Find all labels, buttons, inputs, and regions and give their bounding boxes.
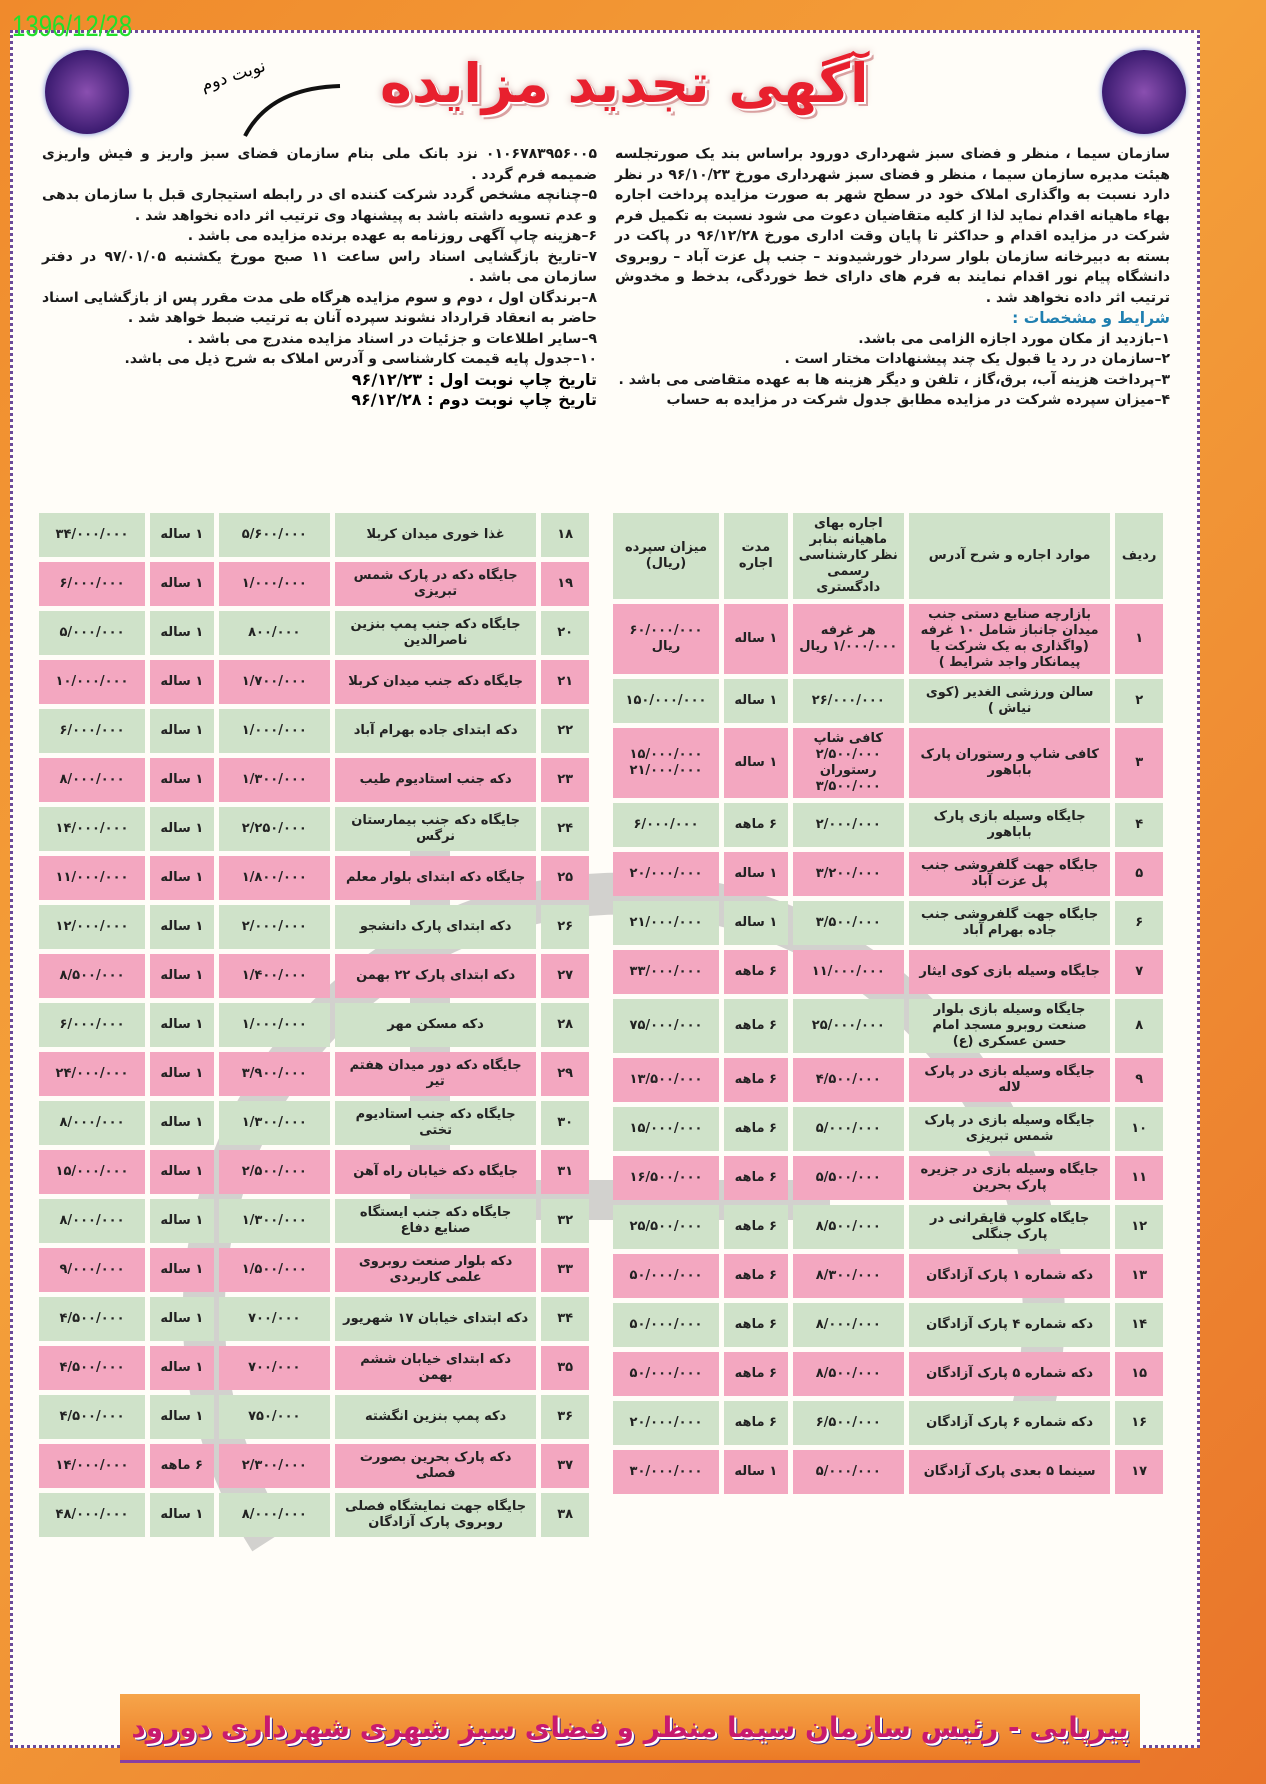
cell-description: دکه ابتدای خیابان ۱۷ شهریور [335,1297,536,1341]
cell-monthly-rent: ۳/۵۰۰/۰۰۰ [793,901,904,945]
condition-item: ۳–پرداخت هزینه آب، برق،گاز ، تلفن و دیگر هزینه ها به عهده متقاضی می باشد . [618,371,1170,388]
cell-duration: ۶ ماهه [724,1156,788,1200]
header-row-number: ردیف [1115,513,1163,599]
cell-monthly-rent: ۱/۸۰۰/۰۰۰ [219,856,330,900]
cell-row-number: ۴ [1115,803,1163,847]
cell-duration: ۱ ساله [150,1493,214,1537]
cell-duration: ۱ ساله [150,1395,214,1439]
cell-monthly-rent: ۷۰۰/۰۰۰ [219,1346,330,1390]
cell-row-number: ۱۱ [1115,1156,1163,1200]
cell-row-number: ۳۶ [541,1395,589,1439]
cell-row-number: ۱۰ [1115,1107,1163,1151]
cell-deposit: ۱۵/۰۰۰/۰۰۰ [613,1107,719,1151]
cell-monthly-rent: ۸/۳۰۰/۰۰۰ [793,1254,904,1298]
cell-duration: ۶ ماهه [724,1058,788,1102]
cell-duration: ۶ ماهه [150,1444,214,1488]
cell-deposit: ۱۰/۰۰۰/۰۰۰ [39,660,145,704]
condition-item: ۹–سایر اطلاعات و جزئیات در اسناد مزایده مندرج می باشد . [187,330,597,347]
cell-deposit: ۱۲/۰۰۰/۰۰۰ [39,905,145,949]
cell-monthly-rent: ۶/۵۰۰/۰۰۰ [793,1401,904,1445]
cell-description: دکه شماره ۴ پارک آزادگان [909,1303,1110,1347]
cell-description: جایگاه وسیله بازی در پارک لاله [909,1058,1110,1102]
condition-item: ۴–میزان سپرده شرکت در مزایده مطابق جدول شرکت در مزایده به حساب [666,392,1170,408]
condition-item: ۷–تاریخ بازگشایی اسناد راس ساعت ۱۱ صبح مورخ یکشنبه ۹۷/۰۱/۰۵ در دفتر سازمان می باشد . [42,248,597,285]
cell-duration: ۱ ساله [150,1052,214,1096]
cell-duration: ۱ ساله [150,1101,214,1145]
cell-duration: ۱ ساله [150,1346,214,1390]
intro-column-right [615,144,1170,411]
cell-deposit: ۵۰/۰۰۰/۰۰۰ [613,1303,719,1347]
table-row [613,852,1163,896]
cell-monthly-rent: ۱/۰۰۰/۰۰۰ [219,562,330,606]
cell-row-number: ۲۰ [541,611,589,655]
cell-row-number: ۲۲ [541,709,589,753]
cell-monthly-rent: کافی شاپ ۲/۵۰۰/۰۰۰ رستوران ۳/۵۰۰/۰۰۰ [793,728,904,798]
cell-deposit: ۵/۰۰۰/۰۰۰ [39,611,145,655]
signature-banner [120,1694,1140,1763]
conditions-heading: شرایط و مشخصات : [1012,309,1170,327]
table-row [39,1052,589,1096]
table-row [39,513,589,557]
cell-row-number: ۲۸ [541,1003,589,1047]
cell-description: دکه ابتدای جاده بهرام آباد [335,709,536,753]
table-row [613,1205,1163,1249]
auction-table-left [34,508,594,1542]
cell-deposit: ۲۱/۰۰۰/۰۰۰ [613,901,719,945]
cell-monthly-rent: ۱/۳۰۰/۰۰۰ [219,758,330,802]
cell-row-number: ۲۶ [541,905,589,949]
table-row [613,1107,1163,1151]
cell-duration: ۱ ساله [724,852,788,896]
cell-description: دکه شماره ۱ پارک آزادگان [909,1254,1110,1298]
cell-duration: ۱ ساله [150,660,214,704]
cell-monthly-rent: ۲/۰۰۰/۰۰۰ [219,905,330,949]
cell-row-number: ۱۹ [541,562,589,606]
cell-monthly-rent: ۲۶/۰۰۰/۰۰۰ [793,679,904,723]
cell-duration: ۱ ساله [150,1297,214,1341]
cell-row-number: ۱۴ [1115,1303,1163,1347]
cell-description: جایگاه وسیله بازی در پارک شمس تبریزی [909,1107,1110,1151]
cell-row-number: ۱۸ [541,513,589,557]
cell-monthly-rent: ۷۰۰/۰۰۰ [219,1297,330,1341]
cell-row-number: ۳۵ [541,1346,589,1390]
table-row [613,604,1163,674]
condition-item: ۸–برندگان اول ، دوم و سوم مزایده هرگاه طی مدت مقرر پس از بازگشایی اسناد حاضر به انعقاد قرارداد نشوند سپرده آنان به ترتیب ضبط خواهد شد . [42,289,597,326]
cell-monthly-rent: ۸۰۰/۰۰۰ [219,611,330,655]
cell-row-number: ۲۱ [541,660,589,704]
table-row [39,856,589,900]
cell-duration: ۶ ماهه [724,950,788,994]
cell-monthly-rent: ۴/۵۰۰/۰۰۰ [793,1058,904,1102]
table-row [613,728,1163,798]
cell-deposit: ۴/۵۰۰/۰۰۰ [39,1395,145,1439]
cell-row-number: ۲۵ [541,856,589,900]
cell-deposit: ۱۳/۵۰۰/۰۰۰ [613,1058,719,1102]
cell-description: جایگاه دکه جنب میدان کربلا [335,660,536,704]
cell-deposit: ۵۰/۰۰۰/۰۰۰ [613,1352,719,1396]
cell-description: سینما ۵ بعدی پارک آزادگان [909,1450,1110,1494]
cell-description: جایگاه وسیله بازی در جزیره پارک بحرین [909,1156,1110,1200]
cell-row-number: ۹ [1115,1058,1163,1102]
cell-row-number: ۱۷ [1115,1450,1163,1494]
cell-duration: ۱ ساله [150,709,214,753]
table-row [613,1352,1163,1396]
cell-description: دکه مسکن مهر [335,1003,536,1047]
table-row [39,954,589,998]
cell-duration: ۱ ساله [150,1199,214,1243]
table-row [613,1156,1163,1200]
table-row [613,1303,1163,1347]
cell-description: جایگاه وسیله بازی بلوار صنعت روبرو مسجد امام حسن عسکری (ع) [909,999,1110,1053]
cell-description: سالن ورزشی الغدیر (کوی نیاش ) [909,679,1110,723]
cell-monthly-rent: ۱/۰۰۰/۰۰۰ [219,1003,330,1047]
cell-row-number: ۳۰ [541,1101,589,1145]
table-row [39,1346,589,1390]
cell-monthly-rent: ۱/۳۰۰/۰۰۰ [219,1199,330,1243]
table-row [39,905,589,949]
round-label: نوبت دوم [198,56,269,96]
intro-paragraph: سازمان سیما ، منظر و فضای سبز شهرداری دورود براساس بند یک صورتجلسه هیئت مدیره سازمان سیما ، منظر و فضای سبز شهرداری مورخ ۹۶/۱۰/۲۳ در نظر دارد نسبت به واگذاری املاک خود در سطح شهر به صورت مزایده پرداخت اجاره بهاء ماهیانه اقدام نماید لذا از کلیه متقاضیان دعوت می شود نسبت به تکمیل فرم شرکت در مزایده اقدام و حداکثر تا پایان وقت اداری مورخ ۹۶/۱۲/۲۸ در پاکت در بسته به دبیرخانه سازمان بلوار سردار خورشیدوند – جنب پل عزت آباد – روبروی دانشگاه پیام نور اقدام نمایند به فرم های دارای خط خوردگی، بدخط و مخدوش ترتیب اثر داده نخواهد شد . [615,146,1170,306]
cell-deposit: ۲۰/۰۰۰/۰۰۰ [613,852,719,896]
cell-deposit: ۶/۰۰۰/۰۰۰ [613,803,719,847]
cell-row-number: ۶ [1115,901,1163,945]
table-row [39,1199,589,1243]
cell-description: دکه پمپ بنزین انگشته [335,1395,536,1439]
cell-description: غذا خوری میدان کربلا [335,513,536,557]
table-row [39,1395,589,1439]
condition-item: ۲–سازمان در رد یا قبول یک چند پیشنهادات مختار است . [784,351,1170,367]
cell-deposit: ۹/۰۰۰/۰۰۰ [39,1248,145,1292]
cell-monthly-rent: ۲/۳۰۰/۰۰۰ [219,1444,330,1488]
condition-item: ۱۰–جدول پایه قیمت کارشناسی و آدرس املاک به شرح ذیل می باشد. [124,351,597,367]
table-row [39,1150,589,1194]
cell-description: جایگاه دکه دور میدان هفتم تیر [335,1052,536,1096]
cell-deposit: ۸/۰۰۰/۰۰۰ [39,1101,145,1145]
cell-deposit: ۶/۰۰۰/۰۰۰ [39,709,145,753]
cell-monthly-rent: ۸/۰۰۰/۰۰۰ [793,1303,904,1347]
cell-duration: ۱ ساله [150,513,214,557]
cell-duration: ۶ ماهه [724,1254,788,1298]
cell-monthly-rent: ۵/۰۰۰/۰۰۰ [793,1107,904,1151]
cell-duration: ۱ ساله [150,611,214,655]
cell-deposit: ۸/۰۰۰/۰۰۰ [39,1199,145,1243]
cell-row-number: ۱۶ [1115,1401,1163,1445]
auction-table-right [608,508,1168,1499]
cell-description: جایگاه جهت گلفروشی جنب پل عزت آباد [909,852,1110,896]
table-row [39,562,589,606]
cell-duration: ۱ ساله [150,1248,214,1292]
cell-duration: ۱ ساله [724,679,788,723]
cell-deposit: ۳۳/۰۰۰/۰۰۰ [613,950,719,994]
table-row [613,679,1163,723]
table-row [39,1297,589,1341]
cell-monthly-rent: ۳/۹۰۰/۰۰۰ [219,1052,330,1096]
cell-monthly-rent: ۱/۵۰۰/۰۰۰ [219,1248,330,1292]
cell-row-number: ۲۴ [541,807,589,851]
cell-row-number: ۲۷ [541,954,589,998]
cell-deposit: ۳۰/۰۰۰/۰۰۰ [613,1450,719,1494]
cell-deposit: ۸/۵۰۰/۰۰۰ [39,954,145,998]
cell-monthly-rent: ۲۵/۰۰۰/۰۰۰ [793,999,904,1053]
cell-deposit: ۶/۰۰۰/۰۰۰ [39,1003,145,1047]
cell-duration: ۱ ساله [724,728,788,798]
cell-duration: ۱ ساله [150,562,214,606]
table-row [39,807,589,851]
cell-description: دکه ابتدای پارک دانشجو [335,905,536,949]
cell-deposit: ۱۵/۰۰۰/۰۰۰ [39,1150,145,1194]
cell-monthly-rent: ۸/۰۰۰/۰۰۰ [219,1493,330,1537]
cell-deposit: ۵۰/۰۰۰/۰۰۰ [613,1254,719,1298]
cell-description: جایگاه جهت گلفروشی جنب جاده بهرام آباد [909,901,1110,945]
table-row [613,1254,1163,1298]
table-row [613,950,1163,994]
cell-row-number: ۲ [1115,679,1163,723]
cell-duration: ۱ ساله [150,758,214,802]
cell-duration: ۱ ساله [150,1003,214,1047]
cell-description: جایگاه وسیله بازی کوی ایثار [909,950,1110,994]
cell-description: جایگاه دکه جنب پمپ بنزین ناصرالدین [335,611,536,655]
cell-description: جایگاه کلوپ قایقرانی در پارک جنگلی [909,1205,1110,1249]
cell-monthly-rent: ۲/۵۰۰/۰۰۰ [219,1150,330,1194]
cell-deposit: ۷۵/۰۰۰/۰۰۰ [613,999,719,1053]
cell-description: دکه جنب استادیوم طیب [335,758,536,802]
cell-monthly-rent: ۲/۲۵۰/۰۰۰ [219,807,330,851]
cell-deposit: ۲۵/۵۰۰/۰۰۰ [613,1205,719,1249]
municipality-seal-icon [1102,50,1186,134]
cell-monthly-rent: ۱/۳۰۰/۰۰۰ [219,1101,330,1145]
cell-deposit: ۴۸/۰۰۰/۰۰۰ [39,1493,145,1537]
cell-description: جایگاه دکه جنب استادیوم تختی [335,1101,536,1145]
table-row [39,660,589,704]
print-date-second: تاریخ چاپ نوبت دوم : ۹۶/۱۲/۲۸ [351,390,597,409]
cell-monthly-rent: ۱/۷۰۰/۰۰۰ [219,660,330,704]
table-row [613,1058,1163,1102]
cell-row-number: ۳۳ [541,1248,589,1292]
cell-deposit: ۲۴/۰۰۰/۰۰۰ [39,1052,145,1096]
condition-item: ۱–بازدید از مکان مورد اجازه الزامی می باشد. [858,330,1170,347]
cell-deposit: ۴/۵۰۰/۰۰۰ [39,1346,145,1390]
cell-deposit: ۱۴/۰۰۰/۰۰۰ [39,1444,145,1488]
cell-duration: ۶ ماهه [724,999,788,1053]
cell-duration: ۶ ماهه [724,803,788,847]
cell-duration: ۱ ساله [724,604,788,674]
cell-monthly-rent: ۸/۵۰۰/۰۰۰ [793,1352,904,1396]
cell-row-number: ۳۷ [541,1444,589,1488]
cell-monthly-rent: هر غرفه ۱/۰۰۰/۰۰۰ ریال [793,604,904,674]
table-row [39,1444,589,1488]
table-row [39,1003,589,1047]
cell-description: کافی شاپ و رستوران پارک باباهور [909,728,1110,798]
cell-deposit: ۶/۰۰۰/۰۰۰ [39,562,145,606]
cell-description: جایگاه دکه جنب بیمارستان نرگس [335,807,536,851]
cell-row-number: ۲۹ [541,1052,589,1096]
municipality-seal-icon [45,50,129,134]
cell-row-number: ۷ [1115,950,1163,994]
cell-duration: ۶ ماهه [724,1303,788,1347]
cell-duration: ۱ ساله [724,901,788,945]
cell-duration: ۱ ساله [150,1150,214,1194]
cell-row-number: ۳۴ [541,1297,589,1341]
cell-duration: ۱ ساله [724,1450,788,1494]
cell-row-number: ۸ [1115,999,1163,1053]
cell-deposit: ۱۶/۵۰۰/۰۰۰ [613,1156,719,1200]
cell-description: جایگاه جهت نمایشگاه فصلی روبروی پارک آزادگان [335,1493,536,1537]
cell-row-number: ۱۲ [1115,1205,1163,1249]
header-deposit: میزان سپرده (ریال) [613,513,719,599]
cell-description: دکه ابتدای خیابان ششم بهمن [335,1346,536,1390]
cell-monthly-rent: ۸/۵۰۰/۰۰۰ [793,1205,904,1249]
cell-deposit: ۱۵/۰۰۰/۰۰۰ ۲۱/۰۰۰/۰۰۰ [613,728,719,798]
cell-row-number: ۳۲ [541,1199,589,1243]
cell-deposit: ۳۴/۰۰۰/۰۰۰ [39,513,145,557]
signature-text: پیرپایی - رئیس سازمان سیما منظر و فضای سبز شهری شهرداری دورود [131,1710,1129,1744]
cell-deposit: ۶۰/۰۰۰/۰۰۰ ریال [613,604,719,674]
cell-description: جایگاه دکه ابتدای بلوار معلم [335,856,536,900]
cell-row-number: ۲۳ [541,758,589,802]
cell-description: دکه شماره ۶ پارک آزادگان [909,1401,1110,1445]
table-row [613,1450,1163,1494]
cell-monthly-rent: ۵/۰۰۰/۰۰۰ [793,1450,904,1494]
table-row [39,1248,589,1292]
cell-description: جایگاه دکه جنب ایستگاه صنایع دفاع [335,1199,536,1243]
cell-description: دکه بلوار صنعت روبروی علمی کاربردی [335,1248,536,1292]
cell-deposit: ۱۴/۰۰۰/۰۰۰ [39,807,145,851]
header-description: موارد اجاره و شرح آدرس [909,513,1110,599]
cell-row-number: ۱ [1115,604,1163,674]
table-row [39,758,589,802]
intro-column-left [42,144,597,411]
cell-duration: ۱ ساله [150,856,214,900]
cell-deposit: ۲۰/۰۰۰/۰۰۰ [613,1401,719,1445]
cell-duration: ۱ ساله [150,954,214,998]
condition-item: ۶–هزینه چاپ آگهی روزنامه به عهده برنده مزایده می باشد . [187,228,597,244]
cell-description: جایگاه وسیله بازی پارک باباهور [909,803,1110,847]
header-duration: مدت اجاره [724,513,788,599]
table-row [39,611,589,655]
table-row [613,1401,1163,1445]
cell-row-number: ۳۱ [541,1150,589,1194]
table-row [39,1493,589,1537]
cell-deposit: ۱۱/۰۰۰/۰۰۰ [39,856,145,900]
cell-duration: ۱ ساله [150,905,214,949]
cell-monthly-rent: ۱۱/۰۰۰/۰۰۰ [793,950,904,994]
cell-row-number: ۵ [1115,852,1163,896]
account-continuation: ۰۱۰۶۷۸۳۹۵۶۰۰۵ نزد بانک ملی بنام سازمان فضای سبز واریز و فیش واریزی ضمیمه فرم گردد . [42,146,597,183]
cell-description: دکه شماره ۵ پارک آزادگان [909,1352,1110,1396]
page-title: آگهی تجدید مزایده [380,52,869,115]
cell-description: جایگاه دکه در پارک شمس تبریزی [335,562,536,606]
table-row [613,803,1163,847]
cell-row-number: ۳۸ [541,1493,589,1537]
cell-row-number: ۳ [1115,728,1163,798]
cell-monthly-rent: ۵/۶۰۰/۰۰۰ [219,513,330,557]
cell-row-number: ۱۵ [1115,1352,1163,1396]
print-date-first: تاریخ چاپ نوبت اول : ۹۶/۱۲/۲۳ [351,369,597,389]
cell-duration: ۶ ماهه [724,1205,788,1249]
cell-duration: ۶ ماهه [724,1107,788,1151]
table-header-row [613,513,1163,599]
cell-description: دکه ابتدای پارک ۲۲ بهمن [335,954,536,998]
cell-monthly-rent: ۲/۰۰۰/۰۰۰ [793,803,904,847]
cell-description: بازارچه صنایع دستی جنب میدان جانباز شامل ۱۰ غرفه (واگذاری به یک شرکت یا پیمانکار واجد شرایط ) [909,604,1110,674]
cell-description: دکه پارک بحرین بصورت فصلی [335,1444,536,1488]
cell-monthly-rent: ۷۵۰/۰۰۰ [219,1395,330,1439]
cell-duration: ۶ ماهه [724,1352,788,1396]
swoosh-icon [240,78,350,138]
cell-deposit: ۸/۰۰۰/۰۰۰ [39,758,145,802]
cell-monthly-rent: ۵/۵۰۰/۰۰۰ [793,1156,904,1200]
cell-row-number: ۱۳ [1115,1254,1163,1298]
cell-deposit: ۴/۵۰۰/۰۰۰ [39,1297,145,1341]
table-row [613,999,1163,1053]
table-row [39,1101,589,1145]
cell-duration: ۶ ماهه [724,1401,788,1445]
cell-description: جایگاه دکه خیابان راه آهن [335,1150,536,1194]
cell-deposit: ۱۵۰/۰۰۰/۰۰۰ [613,679,719,723]
cell-duration: ۱ ساله [150,807,214,851]
cell-monthly-rent: ۱/۴۰۰/۰۰۰ [219,954,330,998]
table-row [39,709,589,753]
header-monthly-rent: اجاره بهای ماهیانه بنابر نظر کارشناسی رسمی دادگستری [793,513,904,599]
table-row [613,901,1163,945]
cell-monthly-rent: ۱/۰۰۰/۰۰۰ [219,709,330,753]
cell-monthly-rent: ۳/۲۰۰/۰۰۰ [793,852,904,896]
condition-item: ۵–چنانچه مشخص گردد شرکت کننده ای در رابطه استیجاری قبل با سازمان بدهی و عدم تسویه داشته باشد به پیشنهاد وی ترتیب اثر داده نخواهد شد . [42,187,597,224]
stamp-date: 1396/12/28 [12,10,133,43]
